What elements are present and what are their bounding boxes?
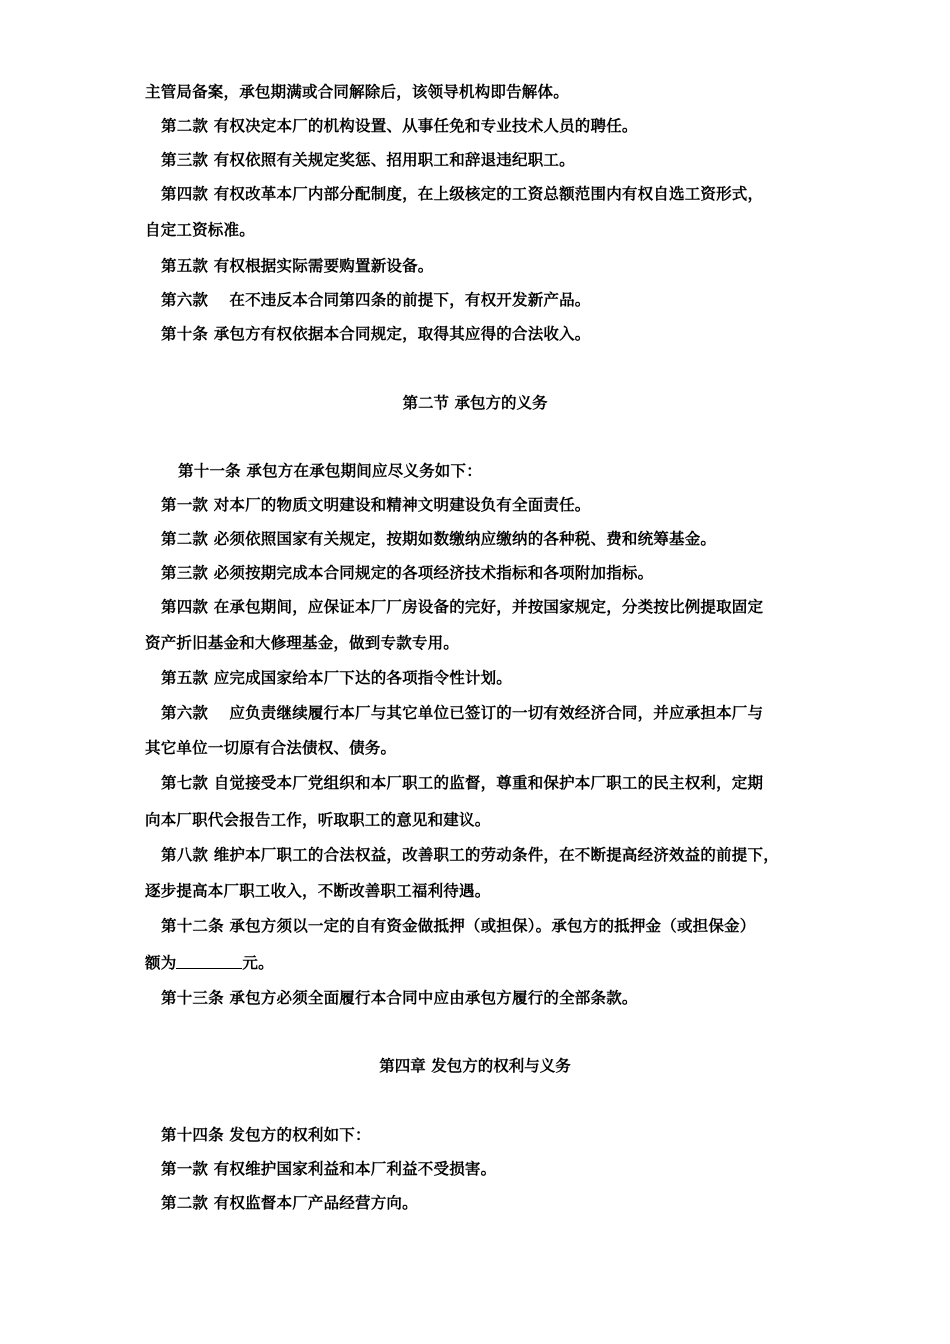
text-line: 第六款 应负责继续履行本厂与其它单位已签订的一切有效经济合同，并应承担本厂与 <box>161 703 764 722</box>
text-line: 第八款 维护本厂职工的合法权益，改善职工的劳动条件，在不断提高经济效益的前提下， <box>161 845 779 864</box>
text-line: 第四款 在承包期间，应保证本厂厂房设备的完好，并按国家规定，分类按比例提取固定 <box>161 597 764 616</box>
text-line: 第七款 自觉接受本厂党组织和本厂职工的监督，尊重和保护本厂职工的民主权利，定期 <box>161 773 764 792</box>
text-fragment: 元。 <box>242 953 274 972</box>
text-line: 第二款 必须依照国家有关规定，按期如数缴纳应缴纳的各种税、费和统筹基金。 <box>161 529 717 548</box>
text-line: 第一款 有权维护国家利益和本厂利益不受损害。 <box>161 1159 497 1178</box>
text-line: 第二款 有权监督本厂产品经营方向。 <box>161 1193 418 1212</box>
text-line <box>145 953 825 973</box>
text-line: 第六款 在不违反本合同第四条的前提下，有权开发新产品。 <box>161 290 591 309</box>
chapter-heading: 第四章 发包方的权利与义务 <box>379 1056 571 1075</box>
text-line: 第五款 有权根据实际需要购置新设备。 <box>161 256 434 275</box>
text-line: 向本厂职代会报告工作，听取职工的意见和建议。 <box>145 810 491 829</box>
text-line: 第三款 必须按期完成本合同规定的各项经济技术指标和各项附加指标。 <box>161 563 654 582</box>
text-line: 第三款 有权依照有关规定奖惩、招用职工和辞退违纪职工。 <box>161 150 575 169</box>
text-line: 逐步提高本厂职工收入，不断改善职工福利待遇。 <box>145 881 491 900</box>
text-line: 资产折旧基金和大修理基金，做到专款专用。 <box>145 633 460 652</box>
text-line: 第十四条 发包方的权利如下： <box>161 1125 371 1144</box>
text-line: 第二款 有权决定本厂的机构设置、从事任免和专业技术人员的聘任。 <box>161 116 638 135</box>
text-line: 第四款 有权改革本厂内部分配制度，在上级核定的工资总额范围内有权自选工资形式， <box>161 184 764 203</box>
text-line: 第十条 承包方有权依据本合同规定，取得其应得的合法收入。 <box>161 324 591 343</box>
text-line: 第十三条 承包方必须全面履行本合同中应由承包方履行的全部条款。 <box>161 988 638 1007</box>
section-heading: 第二节 承包方的义务 <box>402 393 548 412</box>
text-line: 第五款 应完成国家给本厂下达的各项指令性计划。 <box>161 668 512 687</box>
text-line: 第一款 对本厂的物质文明建设和精神文明建设负有全面责任。 <box>161 495 591 514</box>
text-line: 其它单位一切原有合法债权、债务。 <box>145 738 397 757</box>
fill-in-blank <box>176 954 242 969</box>
text-line: 自定工资标准。 <box>145 220 255 239</box>
text-line: 第十一条 承包方在承包期间应尽义务如下： <box>178 461 482 480</box>
text-line: 主管局备案，承包期满或合同解除后，该领导机构即告解体。 <box>145 82 569 101</box>
text-line: 第十二条 承包方须以一定的自有资金做抵押（或担保）。承包方的抵押金（或担保金） <box>161 916 756 935</box>
text-fragment: 额为 <box>145 953 177 972</box>
